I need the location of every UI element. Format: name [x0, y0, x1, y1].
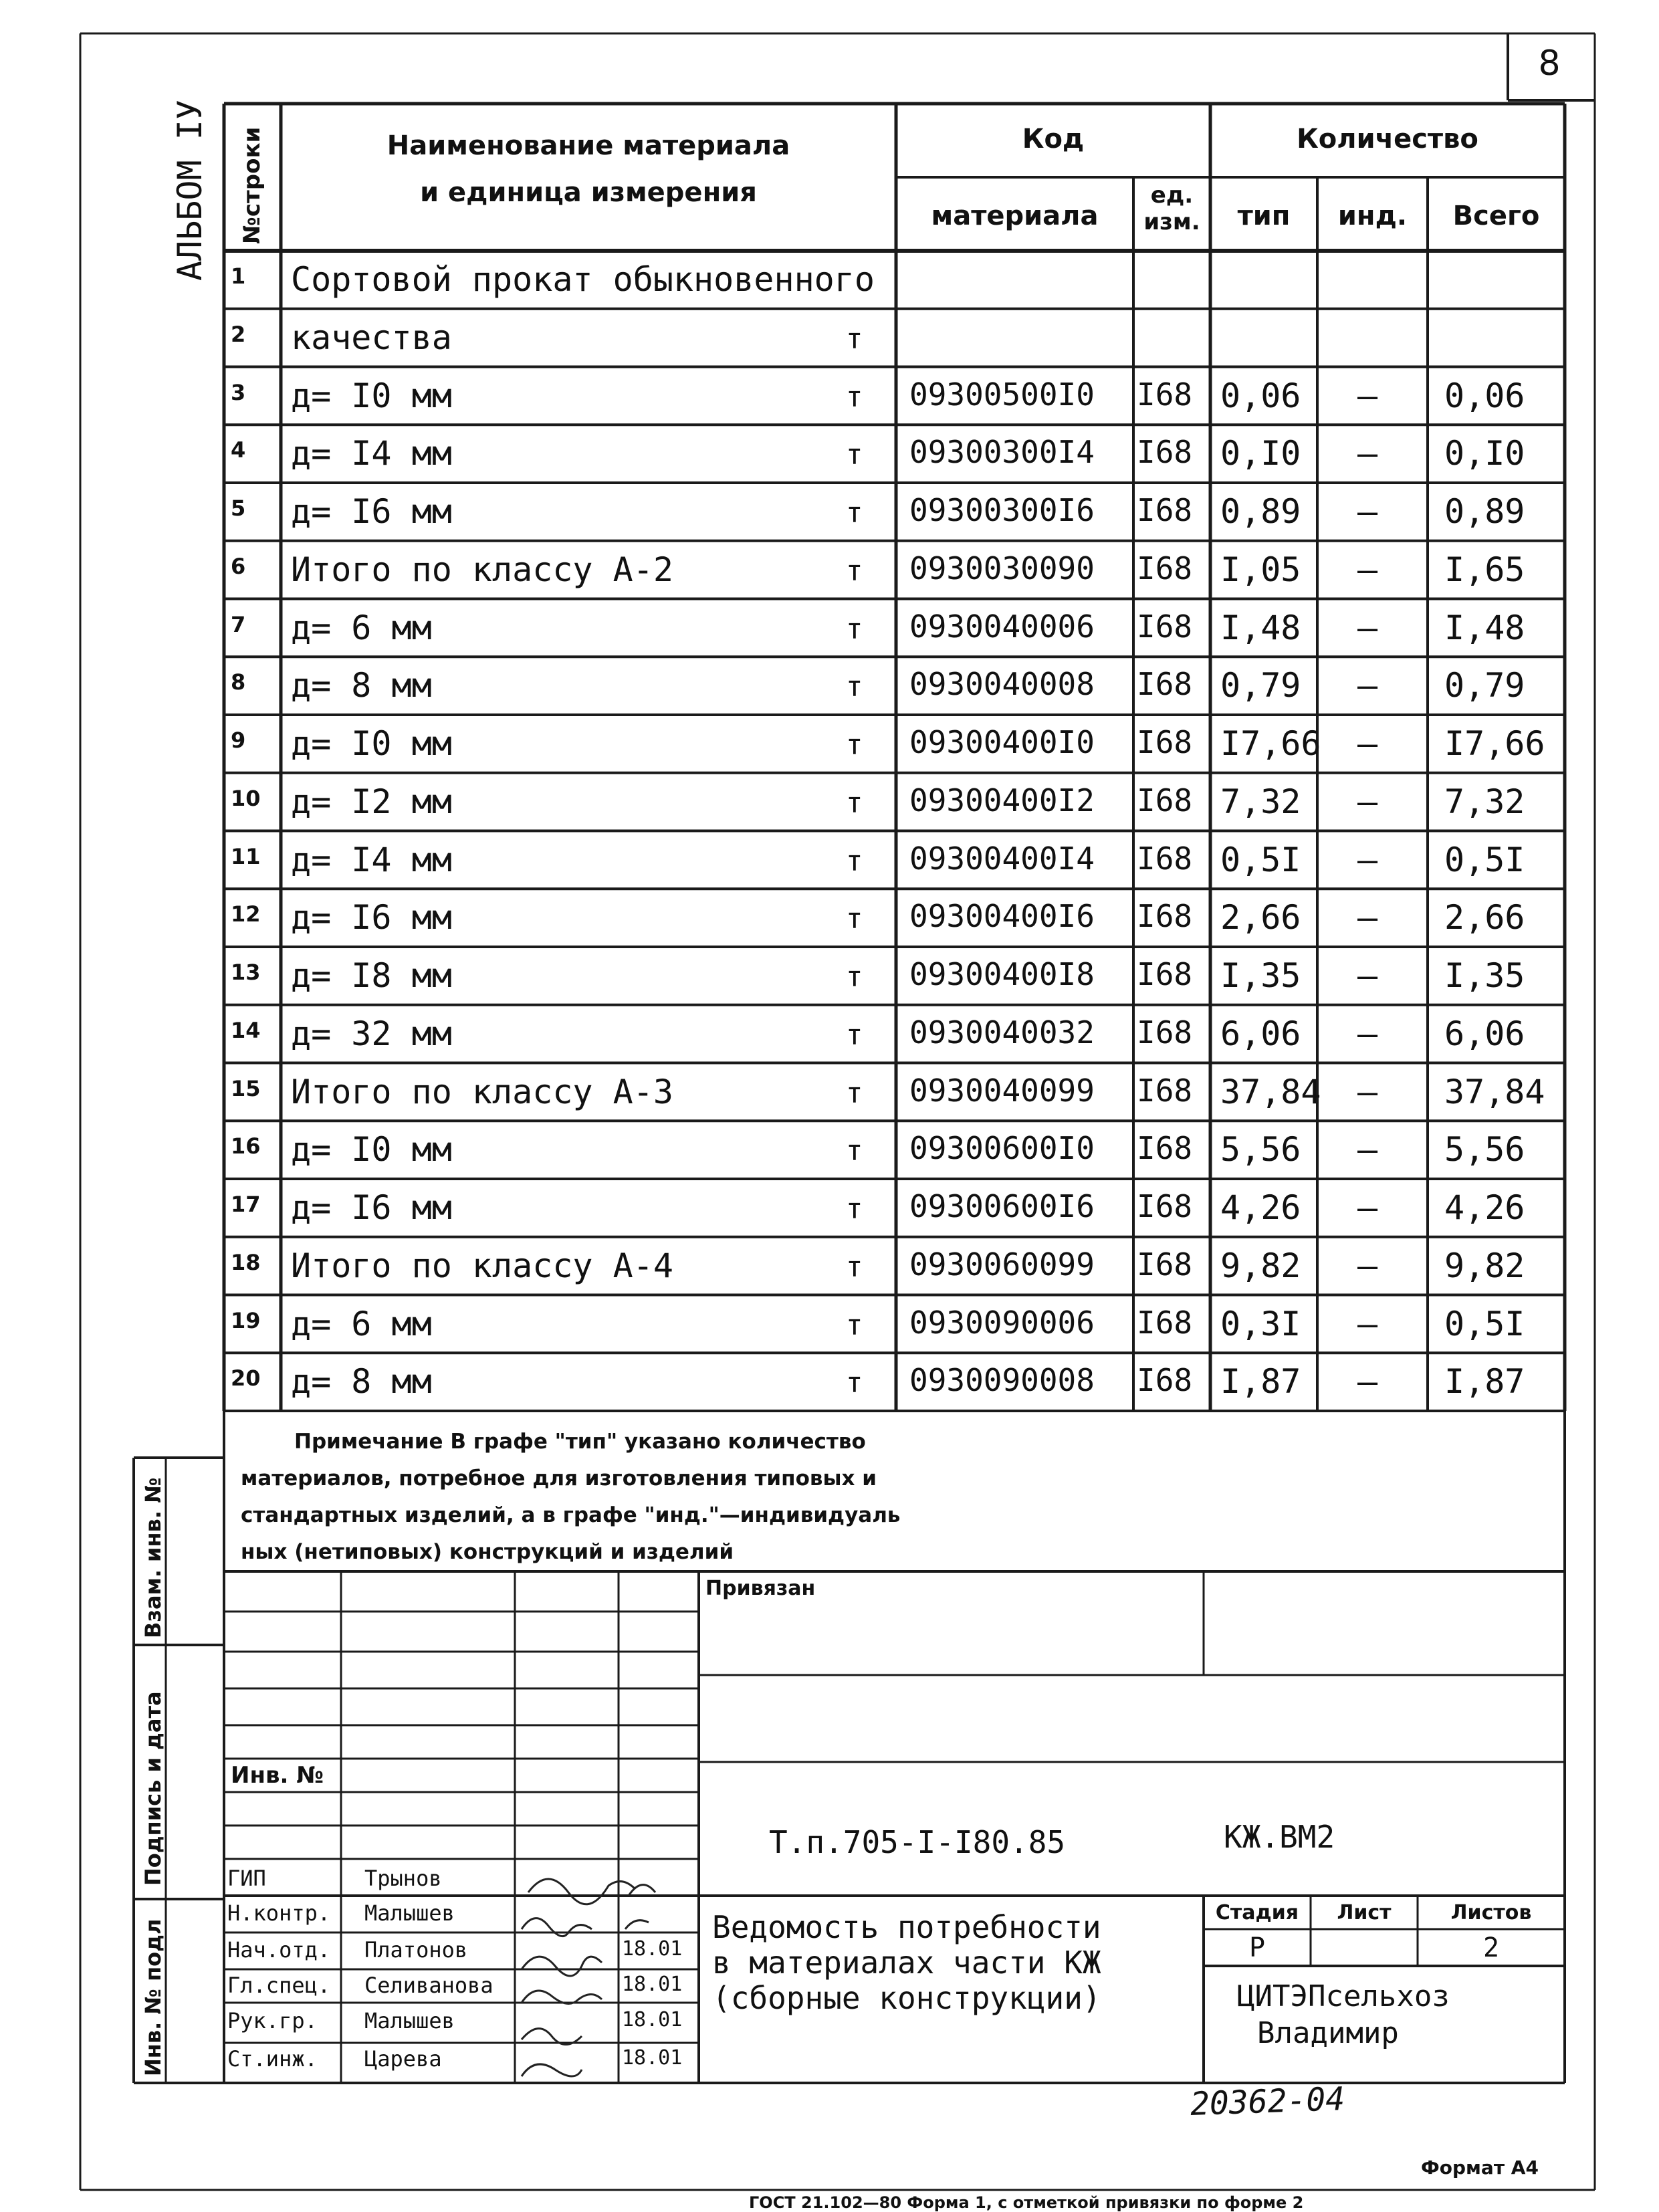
qty-total: I,87	[1444, 1362, 1525, 1402]
note-line-1: Примечание В графе "тип" указано количество	[294, 1430, 866, 1454]
material-name: д= I0 мм	[291, 1130, 452, 1170]
row-number: 1	[231, 263, 246, 289]
stage-label: Стадия	[1215, 1901, 1299, 1924]
qty-type: 2,66	[1220, 898, 1301, 937]
qty-ind: –	[1357, 1304, 1378, 1343]
sheets-label: Листов	[1450, 1901, 1532, 1924]
note-line-4: ных (нетиповых) конструкций и изделий	[241, 1540, 734, 1564]
unit-code: I68	[1137, 724, 1193, 760]
signatory-date: 18.01	[622, 1973, 683, 1996]
footer-standard: ГОСТ 21.102—80 Форма 1, с отметкой привязки по форме 2	[749, 2193, 1304, 2212]
material-code: 0930040032	[909, 1014, 1095, 1050]
material-name: д= I6 мм	[291, 492, 452, 531]
row-number: 9	[231, 728, 246, 753]
row-number: 6	[231, 553, 246, 579]
row-number: 5	[231, 495, 246, 521]
qty-type: 6,06	[1220, 1014, 1301, 1053]
unit: т	[846, 1018, 863, 1051]
material-name: Итого по классу А-2	[291, 550, 673, 589]
qty-type: I,35	[1220, 956, 1301, 995]
qty-type: 0,I0	[1220, 434, 1301, 473]
header-name-unit: и единица измерения	[420, 177, 757, 208]
material-name: Итого по классу А-4	[291, 1246, 673, 1285]
qty-ind: –	[1357, 1246, 1378, 1285]
album-label: АЛЬБОМ IУ	[171, 100, 209, 281]
signatory-role: Ст.инж.	[227, 2046, 318, 2072]
handwritten-number: 20362-04	[1190, 2080, 1346, 2124]
qty-ind: –	[1357, 1130, 1378, 1170]
qty-total: 0,89	[1444, 492, 1525, 531]
qty-ind: –	[1357, 840, 1378, 879]
qty-ind: –	[1357, 1362, 1378, 1402]
org-line-1: ЦИТЭПсельхоз	[1237, 1979, 1450, 2013]
doc-title-line-3: (сборные конструкции)	[712, 1980, 1101, 2016]
qty-total: 0,06	[1444, 376, 1525, 415]
qty-total: 7,32	[1444, 782, 1525, 821]
qty-ind: –	[1357, 1014, 1378, 1053]
unit-code: I68	[1137, 1014, 1193, 1050]
material-name: д= 8 мм	[291, 1362, 432, 1402]
unit: т	[846, 1134, 863, 1168]
label-vzam-inv: Взам. инв. №	[140, 1477, 166, 1638]
sheet-label: Лист	[1337, 1901, 1392, 1924]
qty-total: 4,26	[1444, 1188, 1525, 1227]
header-code-material: материала	[931, 201, 1099, 231]
row-number: 7	[231, 611, 246, 637]
header-code: Код	[1022, 124, 1085, 154]
note-line-2: материалов, потребное для изготовления типовых и	[241, 1466, 877, 1490]
material-code: 09300400I8	[909, 956, 1095, 992]
qty-type: 37,84	[1220, 1072, 1321, 1111]
material-name: д= I2 мм	[291, 782, 452, 821]
qty-ind: –	[1357, 724, 1378, 763]
unit-code: I68	[1137, 782, 1193, 818]
qty-type: 0,89	[1220, 492, 1301, 531]
unit: т	[846, 1076, 863, 1109]
material-name: д= I0 мм	[291, 376, 452, 415]
material-code: 0930040008	[909, 666, 1095, 703]
qty-ind: –	[1357, 956, 1378, 995]
qty-ind: –	[1357, 492, 1378, 531]
row-number: 12	[231, 901, 261, 927]
row-number: 14	[231, 1017, 261, 1043]
qty-total: I,48	[1444, 608, 1525, 647]
signatory-role: Нач.отд.	[227, 1937, 331, 1963]
label-inv-podl: Инв. № подл	[140, 1918, 166, 2076]
qty-type: 0,79	[1220, 666, 1301, 705]
material-code: 09300400I4	[909, 840, 1095, 877]
row-number: 18	[231, 1249, 261, 1275]
unit: т	[846, 844, 863, 877]
unit-code: I68	[1137, 666, 1193, 703]
signatory-role: Гл.спец.	[227, 1973, 331, 1998]
qty-type: 5,56	[1220, 1130, 1301, 1170]
signatory-date: 18.01	[622, 2046, 683, 2070]
unit-code: I68	[1137, 840, 1193, 877]
qty-type: 7,32	[1220, 782, 1301, 821]
unit-code: I68	[1137, 434, 1193, 471]
qty-total: I7,66	[1444, 724, 1545, 763]
stage-value: Р	[1248, 1932, 1266, 1963]
unit-code: I68	[1137, 1188, 1193, 1224]
doc-mark: КЖ.ВМ2	[1224, 1819, 1335, 1855]
qty-ind: –	[1357, 898, 1378, 937]
header-row-no: №строки	[239, 126, 265, 244]
header-qty-ind: инд.	[1337, 201, 1408, 231]
row-number: 19	[231, 1307, 261, 1333]
qty-total: 0,79	[1444, 666, 1525, 705]
unit-code: I68	[1137, 898, 1193, 935]
unit: т	[846, 1192, 863, 1225]
signatory-role: ГИП	[227, 1866, 266, 1891]
doc-title-line-1: Ведомость потребности	[712, 1909, 1101, 1945]
header-qty-total: Всего	[1452, 201, 1540, 231]
material-name: д= I4 мм	[291, 840, 452, 879]
qty-ind: –	[1357, 782, 1378, 821]
unit-code: I68	[1137, 1246, 1193, 1283]
qty-total: 6,06	[1444, 1014, 1525, 1053]
row-number: 20	[231, 1365, 261, 1392]
header-name: Наименование материала	[386, 130, 790, 161]
material-code: 09300300I4	[909, 434, 1095, 471]
material-code: 0930030090	[909, 550, 1095, 586]
row-number: 17	[231, 1192, 261, 1217]
qty-type: 0,3I	[1220, 1304, 1301, 1343]
stamp-inv-no: Инв. №	[231, 1762, 324, 1789]
material-code: 0930090008	[909, 1362, 1095, 1399]
signatory-role: Рук.гр.	[227, 2008, 318, 2033]
header-qty-type: тип	[1237, 201, 1291, 231]
qty-type: I7,66	[1220, 724, 1321, 763]
doc-title-line-2: в материалах части КЖ	[712, 1945, 1101, 1981]
qty-ind: –	[1357, 608, 1378, 647]
signatory-name: Царева	[364, 2046, 442, 2072]
qty-total: 37,84	[1444, 1072, 1545, 1111]
unit: т	[846, 496, 863, 529]
material-name: д= I6 мм	[291, 1188, 452, 1227]
material-code: 0930040006	[909, 608, 1095, 645]
unit-code: I68	[1137, 1072, 1193, 1109]
signatory-name: Трынов	[364, 1866, 442, 1891]
material-name: д= 6 мм	[291, 1304, 432, 1343]
material-name: д= 6 мм	[291, 608, 432, 647]
material-code: 0930040099	[909, 1072, 1095, 1109]
stamp-privyazan: Привязан	[705, 1577, 816, 1600]
qty-ind: –	[1357, 666, 1378, 705]
signatory-name: Селиванова	[364, 1973, 493, 1998]
qty-total: I,35	[1444, 956, 1525, 995]
qty-total: 0,5I	[1444, 1304, 1525, 1343]
material-name: Сортовой прокат обыкновенного	[291, 260, 875, 299]
unit: т	[846, 322, 863, 355]
qty-total: 5,56	[1444, 1130, 1525, 1170]
material-code: 09300500I0	[909, 376, 1095, 413]
qty-ind: –	[1357, 376, 1378, 415]
qty-total: 2,66	[1444, 898, 1525, 937]
signatory-name: Малышев	[364, 1900, 455, 1926]
material-name: д= I8 мм	[291, 956, 452, 995]
row-number: 4	[231, 437, 246, 463]
material-name: Итого по классу А-3	[291, 1072, 673, 1111]
unit: т	[846, 612, 863, 645]
header-code-unit: ед. изм.	[1143, 182, 1200, 235]
qty-ind: –	[1357, 1188, 1378, 1227]
format-label: Формат А4	[1421, 2156, 1539, 2179]
row-number: 8	[231, 669, 246, 695]
qty-total: 9,82	[1444, 1246, 1525, 1285]
unit-code: I68	[1137, 492, 1193, 528]
signatory-role: Н.контр.	[227, 1900, 331, 1926]
row-number: 15	[231, 1075, 261, 1101]
row-number: 13	[231, 960, 261, 985]
qty-type: 4,26	[1220, 1188, 1301, 1227]
material-code: 09300600I0	[909, 1130, 1095, 1167]
unit: т	[846, 902, 863, 935]
material-code: 09300600I6	[909, 1188, 1095, 1224]
doc-code: Т.п.705-I-I80.85	[769, 1824, 1066, 1860]
unit: т	[846, 1250, 863, 1283]
page-number: 8	[1538, 43, 1561, 84]
row-number: 11	[231, 843, 261, 869]
signatory-name: Платонов	[364, 1937, 468, 1963]
unit-code: I68	[1137, 550, 1193, 586]
row-number: 16	[231, 1133, 261, 1159]
unit: т	[846, 960, 863, 993]
note-line-3: стандартных изделий, а в графе "инд."—индивидуаль	[241, 1503, 901, 1527]
unit: т	[846, 1366, 863, 1400]
qty-type: 9,82	[1220, 1246, 1301, 1285]
unit: т	[846, 554, 863, 587]
qty-total: 0,I0	[1444, 434, 1525, 473]
row-number: 3	[231, 379, 246, 405]
material-name: д= I0 мм	[291, 724, 452, 763]
material-name: д= I4 мм	[291, 434, 452, 473]
material-code: 0930060099	[909, 1246, 1095, 1283]
material-name: д= I6 мм	[291, 898, 452, 937]
qty-type: I,05	[1220, 550, 1301, 589]
unit: т	[846, 728, 863, 761]
material-code: 09300400I0	[909, 724, 1095, 760]
unit: т	[846, 438, 863, 471]
qty-type: 0,06	[1220, 376, 1301, 415]
qty-type: 0,5I	[1220, 840, 1301, 879]
unit: т	[846, 786, 863, 819]
material-code: 0930090006	[909, 1304, 1095, 1341]
qty-ind: –	[1357, 434, 1378, 473]
sheets-value: 2	[1482, 1932, 1500, 1963]
unit: т	[846, 670, 863, 703]
material-code: 09300400I2	[909, 782, 1095, 818]
unit: т	[846, 1308, 863, 1341]
qty-ind: –	[1357, 1072, 1378, 1111]
qty-total: 0,5I	[1444, 840, 1525, 879]
unit-code: I68	[1137, 608, 1193, 645]
org-line-2: Владимир	[1257, 2016, 1399, 2050]
material-name: качества	[291, 318, 452, 357]
qty-total: I,65	[1444, 550, 1525, 589]
signatory-date: 18.01	[622, 2008, 683, 2031]
signatory-name: Малышев	[364, 2008, 455, 2033]
row-number: 10	[231, 785, 261, 811]
header-quantity: Количество	[1297, 124, 1478, 154]
signatory-date: 18.01	[622, 1937, 683, 1961]
unit-code: I68	[1137, 1362, 1193, 1399]
unit-code: I68	[1137, 1130, 1193, 1167]
unit-code: I68	[1137, 956, 1193, 992]
qty-ind: –	[1357, 550, 1378, 589]
material-code: 09300300I6	[909, 492, 1095, 528]
material-name: д= 32 мм	[291, 1014, 452, 1053]
unit: т	[846, 380, 863, 413]
material-name: д= 8 мм	[291, 666, 432, 705]
unit-code: I68	[1137, 1304, 1193, 1341]
material-code: 09300400I6	[909, 898, 1095, 935]
qty-type: I,87	[1220, 1362, 1301, 1402]
qty-type: I,48	[1220, 608, 1301, 647]
row-number: 2	[231, 321, 246, 347]
label-signature-date: Подпись и дата	[140, 1691, 166, 1886]
unit-code: I68	[1137, 376, 1193, 413]
